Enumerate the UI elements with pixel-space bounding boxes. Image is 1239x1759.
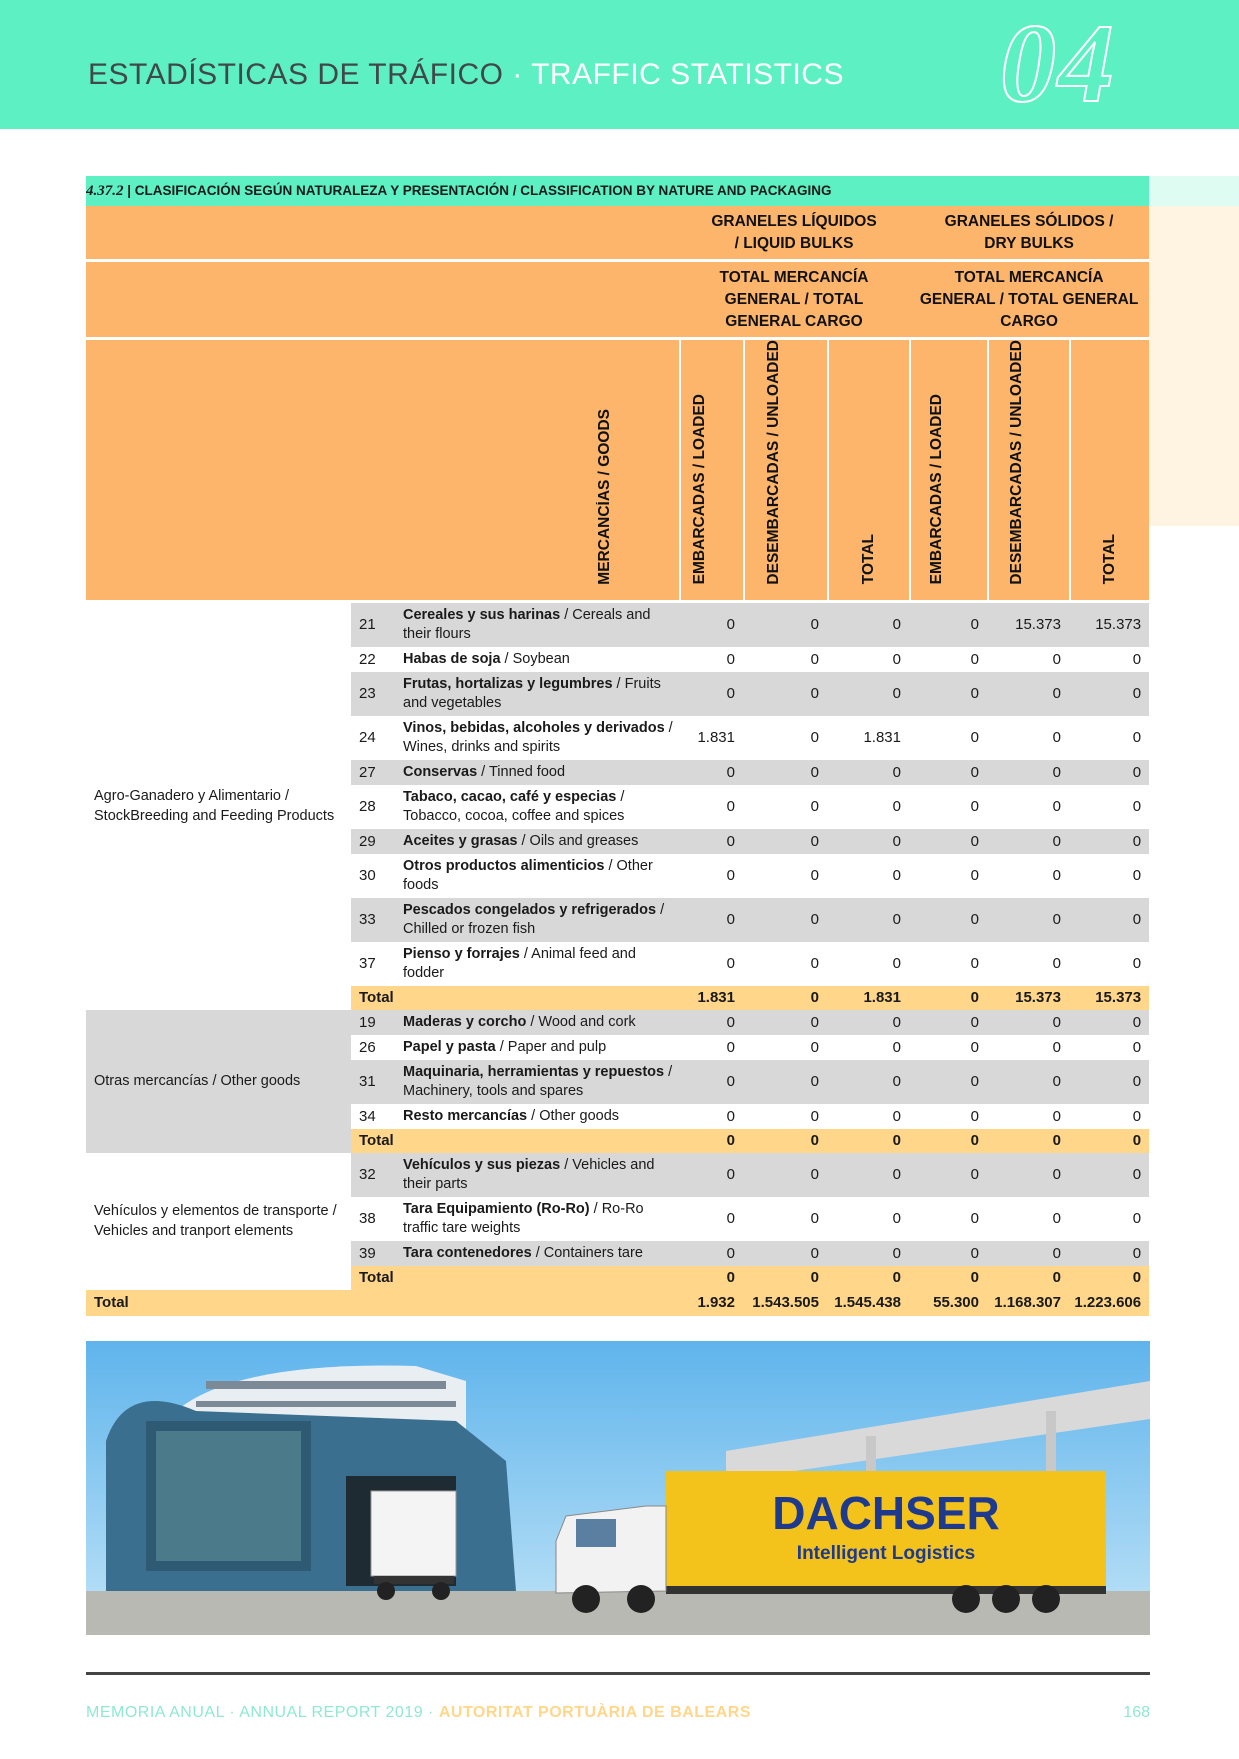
goods-name-en: / Wood and cork [526, 1013, 636, 1030]
goods-name-en: / Oils and greases [517, 832, 639, 849]
value-cell: 0 [892, 798, 901, 816]
goods-name-es: Papel y pasta [403, 1038, 496, 1055]
goods-description [403, 898, 679, 942]
grand-total-value: 1.545.438 [827, 1290, 909, 1316]
value-cell: 0 [726, 867, 735, 885]
grand-total-value: 1.543.505 [743, 1290, 827, 1316]
value-cell: 0 [909, 1010, 987, 1035]
total-value-cell: 0 [827, 1266, 909, 1290]
value-cell: 0 [726, 1038, 735, 1056]
value-cell: 0 [743, 1241, 827, 1266]
value-cell: 0 [810, 1038, 819, 1056]
goods-description [403, 672, 679, 716]
total-value-cell: 1.831 [827, 986, 909, 1010]
goods-name-es: Pescados congelados y refrigerados [403, 901, 657, 918]
goods-name-es: Maderas y corcho [403, 1013, 527, 1030]
value-cell: 0 [679, 672, 743, 716]
goods-name-es: Tara contenedores [403, 1244, 532, 1261]
goods-code: 27 [351, 760, 403, 785]
total-value-cell: 15.373 [1069, 986, 1149, 1010]
goods-description [403, 1010, 679, 1035]
total-value-cell: 15.373 [987, 986, 1069, 1010]
value-cell: 0 [1132, 1038, 1142, 1056]
value-cell: 0 [987, 898, 1069, 942]
total-value-cell: 0 [743, 1129, 827, 1153]
total-value-cell: 0 [743, 1266, 827, 1290]
total-value-cell: 0 [987, 1129, 1069, 1153]
goods-code: 30 [359, 867, 376, 885]
value-cell: 0 [1069, 672, 1149, 716]
value-cell: 0 [1052, 650, 1061, 668]
footer [86, 1704, 751, 1722]
footer-report: MEMORIA ANUAL · ANNUAL REPORT 2019 · [86, 1704, 439, 1721]
total-value-cell: 0 [1069, 1266, 1149, 1290]
grand-total-value: 1.168.307 [987, 1290, 1069, 1316]
page-number: 168 [1123, 1704, 1150, 1721]
goods-description [403, 1035, 679, 1060]
grand-total-label: Total [86, 1290, 679, 1316]
value-cell: 0 [909, 829, 987, 854]
goods-name-en: / Vehicles and their parts [403, 1156, 655, 1192]
goods-description [403, 760, 679, 785]
value-cell: 0 [909, 1060, 987, 1104]
grand-total-value: 1.932 [679, 1290, 743, 1316]
value-cell: 0 [679, 898, 743, 942]
value-cell: 0 [827, 829, 909, 854]
value-cell: 0 [1052, 955, 1061, 973]
value-cell: 1.831 [697, 729, 735, 747]
value-cell: 0 [679, 1060, 743, 1104]
value-cell: 0 [743, 829, 827, 854]
value-cell: 0 [679, 829, 743, 854]
category-name-en: / Other goods [208, 1073, 301, 1090]
value-cell: 0 [827, 672, 909, 716]
value-cell: 0 [1069, 1241, 1149, 1266]
goods-description [403, 785, 679, 829]
goods-description [403, 854, 679, 898]
col-dry-total: TOTAL [1069, 340, 1149, 603]
goods-name-en: / Fruits and vegetables [403, 675, 661, 711]
truck-brand: DACHSER [772, 1487, 1000, 1539]
value-cell: 0 [1069, 1010, 1149, 1035]
category-name-en: StockBreeding and Feeding Products [94, 808, 335, 825]
dry-bulks-header: GRANELES SÓLIDOS / DRY BULKS [909, 206, 1149, 262]
goods-name-es: Frutas, hortalizas y legumbres [403, 675, 613, 692]
value-cell: 0 [679, 1241, 743, 1266]
total-value-cell: 0 [827, 1129, 909, 1153]
goods-name-es: Vehículos y sus piezas [403, 1156, 561, 1173]
grand-total-value: 55.300 [909, 1290, 987, 1316]
value-cell: 0 [679, 1153, 743, 1197]
goods-name-en: / Other goods [527, 1107, 620, 1124]
value-cell: 0 [1132, 650, 1142, 668]
value-cell: 0 [892, 1210, 901, 1228]
value-cell: 0 [743, 1010, 827, 1035]
goods-code: 22 [359, 650, 376, 668]
goods-code: 37 [359, 955, 376, 973]
header-edge-fade [1149, 206, 1239, 526]
value-cell: 0 [987, 1010, 1069, 1035]
value-cell: 0 [1069, 1060, 1149, 1104]
value-cell: 0 [987, 1241, 1069, 1266]
title-es: ESTADÍSTICAS DE TRÁFICO [88, 58, 504, 91]
table-row [86, 1010, 1149, 1035]
column-header-row [86, 340, 1149, 603]
goods-description [403, 603, 679, 647]
value-cell: 1.831 [863, 729, 901, 747]
value-cell: 0 [909, 672, 987, 716]
goods-code: 31 [351, 1060, 403, 1104]
goods-code: 23 [351, 672, 403, 716]
value-cell: 0 [679, 760, 743, 785]
value-cell: 0 [1132, 798, 1142, 816]
goods-name-en: / Cereals and their flours [403, 606, 651, 642]
value-cell: 0 [909, 1241, 987, 1266]
col-liquid-unloaded: DESEMBARCADAS / UNLOADED [743, 340, 827, 603]
goods-name-es: Vinos, bebidas, alcoholes y derivados [403, 719, 665, 736]
goods-name-es: Aceites y grasas [403, 832, 518, 849]
value-cell: 0 [970, 650, 979, 668]
table-body [86, 603, 1149, 1316]
value-cell: 0 [909, 760, 987, 785]
value-cell: 0 [827, 603, 909, 647]
grand-total-row [86, 1290, 1149, 1316]
goods-code: 21 [351, 603, 403, 647]
value-cell: 0 [679, 1010, 743, 1035]
goods-name-es: Habas de soja [403, 650, 501, 667]
total-value-cell: 0 [679, 1129, 743, 1153]
value-cell: 0 [1052, 1210, 1061, 1228]
value-cell: 0 [743, 898, 827, 942]
goods-code: 32 [351, 1153, 403, 1197]
goods-name-en: / Tinned food [477, 763, 566, 780]
value-cell: 0 [1052, 867, 1061, 885]
value-cell: 0 [1052, 1107, 1061, 1125]
goods-name-en: / Machinery, tools and spares [403, 1063, 673, 1099]
goods-name-en: / Animal feed and fodder [403, 945, 636, 981]
category-name-en: / Vehicles and tranport elements [94, 1203, 337, 1240]
goods-name-es: Cereales y sus harinas [403, 606, 561, 623]
value-cell: 0 [1052, 798, 1061, 816]
category-label [86, 1153, 351, 1290]
ferry-truck-illustration [86, 1341, 1150, 1635]
goods-name-es: Pienso y forrajes [403, 945, 520, 962]
goods-description [403, 942, 679, 986]
goods-code: 34 [359, 1107, 376, 1125]
liquid-general-cargo-header: TOTAL MERCANCÍA GENERAL / TOTAL GENERAL CARGO [679, 262, 909, 340]
title-separator: · [503, 58, 532, 91]
value-cell: 0 [810, 1210, 819, 1228]
value-cell: 0 [743, 672, 827, 716]
table-edge-fade [1149, 176, 1239, 206]
title-en: TRAFFIC STATISTICS [531, 58, 844, 91]
goods-description [403, 1104, 679, 1129]
value-cell: 0 [892, 867, 901, 885]
value-cell: 0 [827, 1060, 909, 1104]
value-cell: 0 [1132, 955, 1142, 973]
total-value-cell: 0 [909, 1129, 987, 1153]
category-name-es: Agro-Ganadero y Alimentario / [94, 788, 290, 805]
value-cell: 0 [892, 650, 901, 668]
goods-code: 33 [351, 898, 403, 942]
total-label: Total [351, 1129, 679, 1153]
goods-name-en: / Other foods [403, 857, 653, 893]
goods-name-en: / Paper and pulp [495, 1038, 607, 1055]
value-cell: 0 [970, 1107, 979, 1125]
total-value-cell: 0 [743, 986, 827, 1010]
total-value-cell: 0 [909, 986, 987, 1010]
value-cell: 0 [827, 760, 909, 785]
goods-name-en: / Ro-Ro traffic tare weights [403, 1200, 644, 1236]
category-label [86, 1010, 351, 1153]
section-title [88, 58, 844, 92]
value-cell: 0 [1069, 1153, 1149, 1197]
value-cell: 0 [810, 798, 819, 816]
table-row [86, 1153, 1149, 1197]
goods-name-es: Tabaco, cacao, café y especias [403, 788, 617, 805]
subgroup-header-row [86, 262, 1149, 340]
total-label: Total [351, 1266, 679, 1290]
value-cell: 0 [726, 1210, 735, 1228]
goods-description [403, 829, 679, 854]
value-cell: 0 [827, 1153, 909, 1197]
total-value-cell: 0 [987, 1266, 1069, 1290]
value-cell: 0 [909, 898, 987, 942]
goods-description [403, 1241, 679, 1266]
value-cell: 0 [1132, 729, 1142, 747]
value-cell: 0 [810, 1107, 819, 1125]
value-cell: 0 [726, 798, 735, 816]
value-cell: 0 [679, 603, 743, 647]
value-cell: 0 [970, 955, 979, 973]
value-cell: 15.373 [987, 603, 1069, 647]
footer-divider [86, 1672, 1150, 1675]
statistics-table [86, 176, 1149, 1316]
goods-name-en: / Chilled or frozen fish [403, 901, 665, 937]
goods-description [403, 716, 679, 760]
value-cell: 0 [970, 1038, 979, 1056]
value-cell: 0 [743, 760, 827, 785]
value-cell: 0 [810, 867, 819, 885]
table-row [86, 603, 1149, 647]
chapter-number: 04 [1000, 2, 1116, 126]
goods-name-es: Tara Equipamiento (Ro-Ro) [403, 1200, 590, 1217]
port-photo [86, 1341, 1150, 1635]
goods-description [403, 1153, 679, 1197]
value-cell: 0 [810, 729, 819, 747]
value-cell: 0 [892, 1038, 901, 1056]
value-cell: 0 [987, 829, 1069, 854]
col-dry-unloaded: DESEMBARCADAS / UNLOADED [987, 340, 1069, 603]
value-cell: 0 [987, 1153, 1069, 1197]
total-value-cell: 0 [679, 1266, 743, 1290]
col-liquid-total: TOTAL [827, 340, 909, 603]
group-header-row [86, 206, 1149, 262]
goods-code: 24 [359, 729, 376, 747]
value-cell: 0 [1052, 1038, 1061, 1056]
goods-name-es: Otros productos alimenticios [403, 857, 605, 874]
value-cell: 0 [810, 955, 819, 973]
col-dry-loaded: EMBARCADAS / LOADED [909, 340, 987, 603]
goods-description [403, 1197, 679, 1241]
table-title [86, 176, 1149, 206]
table-title-row [86, 176, 1149, 206]
table-title-text: | CLASIFICACIÓN SEGÚN NATURALEZA Y PRESENTACIÓN / CLASSIFICATION BY NATURE AND PACKAGING [123, 182, 832, 198]
value-cell: 0 [1132, 1107, 1142, 1125]
value-cell: 0 [1069, 898, 1149, 942]
goods-description [403, 1060, 679, 1104]
value-cell: 0 [827, 898, 909, 942]
goods-name-en: / Tobacco, cocoa, coffee and spices [403, 788, 625, 824]
goods-description [403, 647, 679, 672]
value-cell: 0 [726, 650, 735, 668]
value-cell: 0 [743, 603, 827, 647]
value-cell: 15.373 [1069, 603, 1149, 647]
value-cell: 0 [1132, 1210, 1142, 1228]
value-cell: 0 [909, 603, 987, 647]
category-label [86, 603, 351, 1010]
goods-code: 26 [359, 1038, 376, 1056]
value-cell: 0 [987, 672, 1069, 716]
total-value-cell: 0 [1069, 1129, 1149, 1153]
value-cell: 0 [726, 1107, 735, 1125]
value-cell: 0 [1132, 867, 1142, 885]
goods-name-en: / Wines, drinks and spirits [403, 719, 673, 755]
table-number: 4.37.2 [86, 182, 124, 199]
value-cell: 0 [892, 1107, 901, 1125]
value-cell: 0 [1052, 729, 1061, 747]
value-cell: 0 [726, 955, 735, 973]
value-cell: 0 [892, 955, 901, 973]
value-cell: 0 [1069, 760, 1149, 785]
page-header [0, 0, 1239, 129]
liquid-bulks-header: GRANELES LÍQUIDOS / LIQUID BULKS [679, 206, 909, 262]
total-value-cell: 0 [909, 1266, 987, 1290]
value-cell: 0 [970, 729, 979, 747]
value-cell: 0 [987, 1060, 1069, 1104]
value-cell: 0 [970, 798, 979, 816]
goods-header: MERCANCÍAS / GOODS [86, 340, 679, 603]
goods-name-es: Resto mercancías [403, 1107, 528, 1124]
footer-organization: AUTORITAT PORTUÀRIA DE BALEARS [438, 1704, 752, 1721]
value-cell: 0 [970, 1210, 979, 1228]
col-liquid-loaded: EMBARCADAS / LOADED [679, 340, 743, 603]
value-cell: 0 [743, 1060, 827, 1104]
goods-name-es: Maquinaria, herramientas y repuestos [403, 1063, 665, 1080]
value-cell: 0 [810, 650, 819, 668]
value-cell: 0 [1069, 829, 1149, 854]
total-value-cell: 1.831 [679, 986, 743, 1010]
value-cell: 0 [987, 760, 1069, 785]
truck-tagline: Intelligent Logistics [796, 1543, 976, 1564]
dry-general-cargo-header: TOTAL MERCANCÍA GENERAL / TOTAL GENERAL CARGO [909, 262, 1149, 340]
category-name-es: Otras mercancías [94, 1073, 209, 1090]
goods-name-es: Conservas [403, 763, 478, 780]
goods-code: 29 [351, 829, 403, 854]
grand-total-value: 1.223.606 [1069, 1290, 1149, 1316]
goods-name-en: / Containers tare [531, 1244, 643, 1261]
goods-code: 39 [351, 1241, 403, 1266]
value-cell: 0 [827, 1010, 909, 1035]
value-cell: 0 [743, 1153, 827, 1197]
value-cell: 0 [827, 1241, 909, 1266]
value-cell: 0 [909, 1153, 987, 1197]
value-cell: 0 [970, 867, 979, 885]
goods-code: 28 [359, 798, 376, 816]
category-name-es: Vehículos y elementos de transporte [94, 1203, 329, 1220]
goods-name-en: / Soybean [500, 650, 570, 667]
total-label: Total [351, 986, 679, 1010]
goods-code: 38 [359, 1210, 376, 1228]
goods-code: 19 [351, 1010, 403, 1035]
